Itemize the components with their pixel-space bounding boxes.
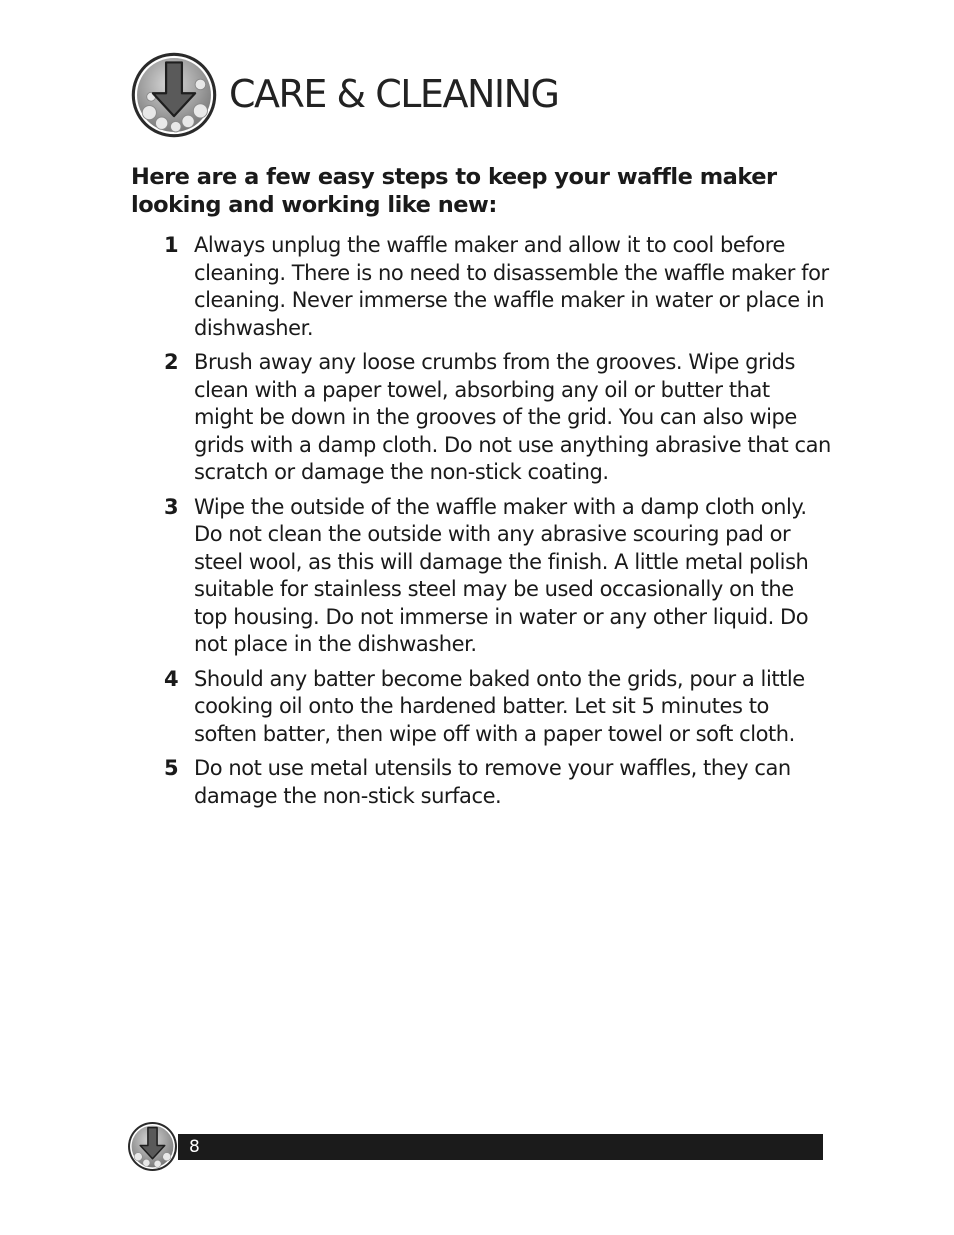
step-number: 3 [164, 494, 179, 519]
step-item [131, 755, 831, 810]
step-text: Brush away any loose crumbs from the grooves. Wipe grids clean with a paper towel, absorbing any oil or butter that might be down in the grooves of the grid. You can also wipe grids with a damp cloth. Do not use anything abrasive that can scratch or damage the non-stick coating. [194, 350, 831, 484]
step-text: Should any batter become baked onto the grids, pour a little cooking oil onto the hardened batter. Let sit 5 minutes to soften batter, then wipe off with a paper towel or soft cloth. [194, 666, 805, 746]
step-item [131, 349, 831, 487]
step-item [131, 494, 831, 659]
step-number: 5 [164, 756, 179, 780]
intro-heading: Here are a few easy steps to keep your waffle maker looking and working like new: [131, 164, 777, 218]
footer-bar [178, 1134, 823, 1160]
page-number: 8 [189, 1137, 200, 1157]
step-text: Wipe the outside of the waffle maker with a damp cloth only. Do not clean the outside with any abrasive scouring pad or steel wool, as this will damage the finish. A little metal polish suitable for stainless steel may be used occasionally on the top housing. Do not immerse in water or any other liquid. Do not place in the dishwasher. [194, 494, 809, 656]
step-number: 4 [164, 666, 179, 691]
cleaning-steps-list [131, 232, 831, 817]
step-item [131, 666, 831, 749]
download-arrow-bubbles-icon [130, 51, 218, 139]
step-item [131, 232, 831, 342]
download-arrow-bubbles-icon [127, 1121, 178, 1172]
step-text: Always unplug the waffle maker and allow it to cool before cleaning. There is no need to disassemble the waffle maker for cleaning. Never immerse the waffle maker in water or place in dishwasher. [194, 233, 829, 340]
page-title: CARE & CLEANING [229, 72, 559, 116]
step-text: Do not use metal utensils to remove your waffles, they can damage the non-stick surface. [194, 756, 791, 808]
step-number: 2 [164, 350, 179, 374]
step-number: 1 [164, 233, 179, 257]
